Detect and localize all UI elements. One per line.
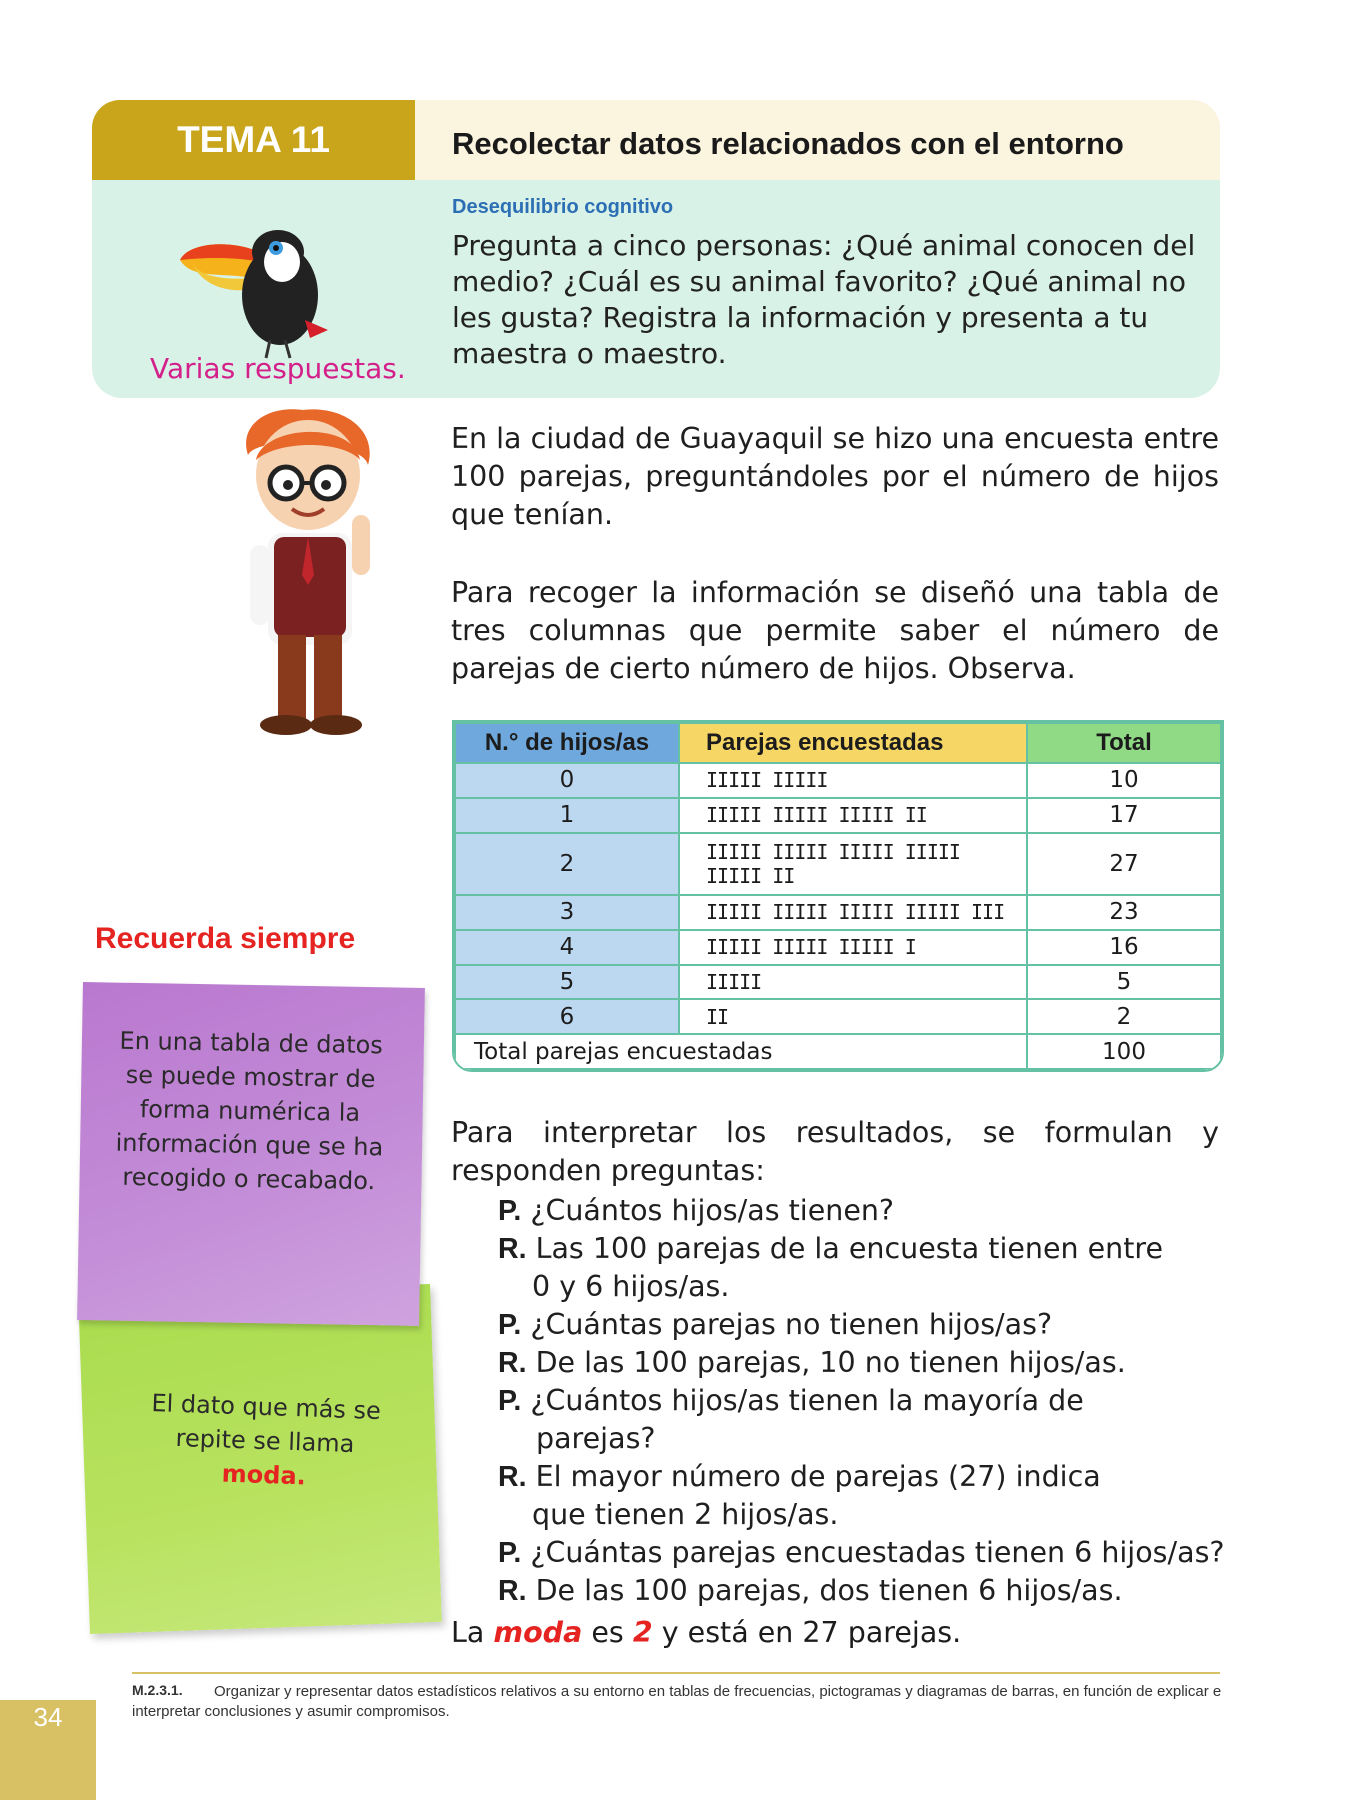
toucan-illustration bbox=[170, 200, 330, 360]
interpretation-intro: Para interpretar los resultados, se formulan y responden preguntas: bbox=[451, 1116, 1219, 1187]
cell-tally: IIIII IIIII IIIII II bbox=[679, 798, 1027, 833]
sticky-note-purple-text: En una tabla de datos se puede mostrar de forma numérica la información que se ha recogido o recabado. bbox=[115, 1026, 384, 1196]
total-value: 100 bbox=[1027, 1034, 1221, 1069]
table-row bbox=[455, 999, 1221, 1034]
line-text: Las 100 parejas de la encuesta tienen entre bbox=[535, 1232, 1164, 1265]
conclusion-part: La bbox=[451, 1616, 485, 1649]
question-line bbox=[498, 1534, 1225, 1572]
curriculum-code: M.2.3.1. bbox=[132, 1682, 183, 1698]
topic-title: Recolectar datos relacionados con el entorno bbox=[452, 126, 1124, 161]
line-tag: R. bbox=[498, 1233, 527, 1265]
answer-line bbox=[498, 1344, 1126, 1382]
line-tag: P. bbox=[498, 1385, 522, 1417]
intro-paragraph-2: Para recoger la información se diseñó una tabla de tres columnas que permite saber el número de parejas de cierto número de hijos. Observa. bbox=[451, 576, 1219, 685]
cell-hijos: 6 bbox=[455, 999, 679, 1034]
cell-tally: IIIII IIIII IIIII IIIII III bbox=[679, 895, 1027, 930]
column-header-parejas: Parejas encuestadas bbox=[679, 723, 1027, 763]
table-row bbox=[455, 763, 1221, 798]
cognitive-challenge-text: Pregunta a cinco personas: ¿Qué animal conocen del medio? ¿Cuál es su animal favorito? ¿Qué animal no les gusta? Registra la información y presenta a tu maestra o maestro. bbox=[452, 229, 1196, 370]
question-line bbox=[498, 1382, 1084, 1420]
footer-divider bbox=[132, 1672, 1220, 1674]
line-tag: R. bbox=[498, 1461, 527, 1493]
moda-value: 2 bbox=[632, 1616, 653, 1649]
line-tag: P. bbox=[498, 1537, 522, 1569]
line-text: ¿Cuántas parejas encuestadas tienen 6 hijos/as? bbox=[530, 1536, 1225, 1569]
topic-header bbox=[92, 100, 1220, 180]
line-text: De las 100 parejas, dos tienen 6 hijos/as. bbox=[535, 1574, 1123, 1607]
cell-total: 2 bbox=[1027, 999, 1221, 1034]
cognitive-challenge-label: Desequilibrio cognitivo bbox=[452, 196, 674, 218]
cell-hijos: 2 bbox=[455, 833, 679, 895]
line-text: El mayor número de parejas (27) indica bbox=[535, 1460, 1101, 1493]
question-line bbox=[498, 1192, 894, 1230]
page-number: 34 bbox=[33, 1702, 63, 1732]
moda-term: moda. bbox=[221, 1459, 307, 1491]
cell-hijos: 5 bbox=[455, 965, 679, 1000]
answer-line-cont bbox=[532, 1268, 729, 1306]
table-total-row bbox=[455, 1034, 1221, 1069]
question-line-cont bbox=[536, 1420, 656, 1458]
table-row bbox=[455, 895, 1221, 930]
sticky-note-green-text bbox=[138, 1386, 391, 1497]
answer-line-cont bbox=[532, 1496, 838, 1534]
cell-tally: II bbox=[679, 999, 1027, 1034]
cell-total: 17 bbox=[1027, 798, 1221, 833]
cell-tally: IIIII IIIII IIIII I bbox=[679, 930, 1027, 965]
question-line bbox=[498, 1306, 1052, 1344]
cell-hijos: 1 bbox=[455, 798, 679, 833]
table-row bbox=[455, 965, 1221, 1000]
answer-line bbox=[498, 1458, 1101, 1496]
moda-definition: El dato que más se repite se llama bbox=[151, 1389, 382, 1459]
column-header-hijos: N.° de hijos/as bbox=[455, 723, 679, 763]
conclusion-line bbox=[451, 1614, 961, 1652]
table-header-row bbox=[455, 723, 1221, 763]
topic-number: TEMA 11 bbox=[92, 100, 415, 180]
line-text: ¿Cuántas parejas no tienen hijos/as? bbox=[530, 1308, 1053, 1341]
total-label: Total parejas encuestadas bbox=[455, 1034, 1027, 1069]
conclusion-part: y está en 27 parejas. bbox=[661, 1616, 962, 1649]
line-text: 0 y 6 hijos/as. bbox=[532, 1270, 730, 1303]
line-text: parejas? bbox=[536, 1422, 656, 1455]
cell-tally: IIIII bbox=[679, 965, 1027, 1000]
answer-line bbox=[498, 1572, 1123, 1610]
answer-note: Varias respuestas. bbox=[150, 352, 406, 385]
cell-hijos: 4 bbox=[455, 930, 679, 965]
line-tag: P. bbox=[498, 1309, 522, 1341]
cell-hijos: 3 bbox=[455, 895, 679, 930]
cell-hijos: 0 bbox=[455, 763, 679, 798]
cell-total: 10 bbox=[1027, 763, 1221, 798]
table-row bbox=[455, 798, 1221, 833]
frequency-table bbox=[452, 720, 1224, 1072]
conclusion-part: es bbox=[591, 1616, 624, 1649]
moda-keyword: moda bbox=[493, 1616, 583, 1649]
answer-line bbox=[498, 1230, 1163, 1268]
cell-tally: IIIII IIIII bbox=[679, 763, 1027, 798]
cell-tally: IIIII IIIII IIIII IIIII IIIII II bbox=[679, 833, 1027, 895]
column-header-total: Total bbox=[1027, 723, 1221, 763]
line-text: ¿Cuántos hijos/as tienen la mayoría de bbox=[530, 1384, 1084, 1417]
table-row bbox=[455, 930, 1221, 965]
line-tag: R. bbox=[498, 1347, 527, 1379]
table-row bbox=[455, 833, 1221, 895]
boy-illustration bbox=[228, 405, 398, 740]
curriculum-objective: Organizar y representar datos estadísticos relativos a su entorno en tablas de frecuencias, pictogramas y diagramas de barras, en función de explicar e interpretar conclusiones y asumir compromisos. bbox=[132, 1683, 1222, 1720]
line-text: que tienen 2 hijos/as. bbox=[532, 1498, 839, 1531]
line-tag: R. bbox=[498, 1575, 527, 1607]
cell-total: 16 bbox=[1027, 930, 1221, 965]
cell-total: 23 bbox=[1027, 895, 1221, 930]
line-text: De las 100 parejas, 10 no tienen hijos/as. bbox=[535, 1346, 1126, 1379]
reminder-title: Recuerda siempre bbox=[95, 922, 356, 955]
line-tag: P. bbox=[498, 1195, 522, 1227]
cell-total: 27 bbox=[1027, 833, 1221, 895]
cell-total: 5 bbox=[1027, 965, 1221, 1000]
line-text: ¿Cuántos hijos/as tienen? bbox=[530, 1194, 895, 1227]
intro-paragraph-1: En la ciudad de Guayaquil se hizo una encuesta entre 100 parejas, preguntándoles por el número de hijos que tenían. bbox=[451, 422, 1219, 531]
